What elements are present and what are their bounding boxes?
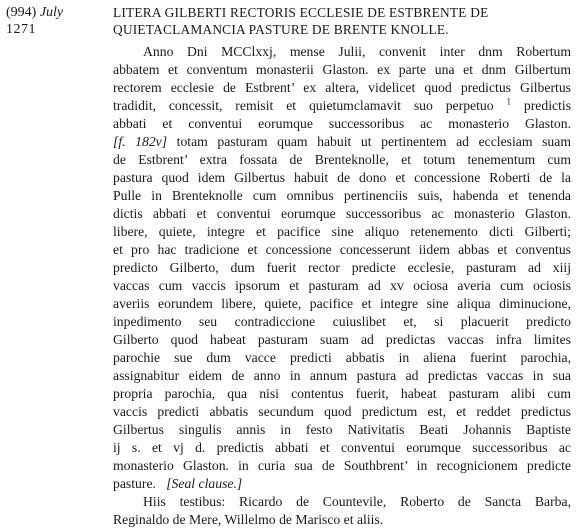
body-line: vaccas cum vaccis ipsorum et pasturam ad xv ociosa averia cum ociosis (113, 278, 571, 293)
body-line: averiis eorundem libere, quiete, pacifice et integre sine aliqua diminucione, (113, 296, 571, 311)
body-line (113, 97, 571, 115)
body-line: predicto Gilberto, dum fuerit rector predicte ecclesie, pasturam ad xiij (113, 260, 571, 275)
document-body (113, 43, 571, 529)
body-line: assignabitur eidem de anno in annum pastura ad predictas vaccas in sua (113, 368, 571, 383)
body-line: ij s. et vj d. predictis abbati et conventui eorumque successoribus ac (113, 440, 571, 455)
body-line (113, 475, 571, 493)
body-line: inpedimento seu contradiccione cuiuslibet et, si placuerit predicto (113, 314, 571, 329)
body-line: pastura quod idem Gilbertus habuit de dono et concessione Roberti de la (113, 170, 571, 185)
body-line: abbati et conventui eorumque successoribus ac monasterio Glaston. (113, 116, 571, 131)
body-line: et pro hac tradicione et concessione concesserunt iidem abbas et conventus (113, 242, 571, 257)
witness-line: Hiis testibus: Ricardo de Countevile, Roberto de Sancta Barba, (143, 494, 571, 509)
body-line: propria parochia, qua nisi contentus fuerit, habeat pasturam alibi cum (113, 386, 571, 401)
footnote-mark: 1 (506, 96, 511, 107)
document-number: (994) (6, 5, 37, 20)
seal-clause: [Seal clause.] (166, 476, 243, 491)
body-line-text: totam pasturam quam habuit ut pertinentem ad ecclesiam suam (176, 134, 571, 149)
body-line (113, 133, 571, 151)
body-line: Gilberto quod habeat pasturam suam ad predictas vaccas infra limites (113, 332, 571, 347)
body-line: Gilbertus singulis annis in festo Nativitatis Beati Johannis Baptiste (113, 422, 571, 437)
title-line-1: LITERA GILBERTI RECTORIS ECCLESIE DE ESTBRENTE DE (113, 5, 489, 20)
body-line-text: tradidit, concessit, remisit et quietumclamavit suo perpetuo (113, 98, 494, 113)
body-line: Pulle in Brenteknolle cum omnibus pertinenciis suis, habenda et tenenda (113, 188, 571, 203)
body-line: Anno Dni MCClxxj, mense Julii, convenit inter dnm Robertum (143, 44, 571, 59)
body-line: dictis abbati et conventui eorumque successoribus ac monasterio Glaston. (113, 206, 571, 221)
margin-reference (6, 4, 86, 38)
body-line: vaccis predicti abbatis secundum quod predictum est, et reddet predictus (113, 404, 571, 419)
document-year: 1271 (6, 22, 36, 37)
document-title (113, 4, 571, 38)
body-line: monasterio Glaston. in curia sua de Southbrent’ in recognicionem predicte (113, 458, 571, 473)
body-line: de Estbrent’ extra fossata de Brenteknolle, et totum tenementum cum (113, 152, 571, 167)
body-line: abbatem et conventum monasterii Glaston. ex parte una et dnm Gilbertum (113, 62, 571, 77)
body-line-tail: predictis (523, 98, 572, 113)
title-line-2: QUIETACLAMANCIA PASTURE DE BRENTE KNOLLE. (113, 22, 449, 37)
body-line: libere, quiete, integre et pacifice sine aliquo retenemento dicti Gilberti; (113, 224, 571, 239)
body-line-text: pasture. (113, 476, 156, 491)
folio-reference: [f. 182v] (113, 134, 168, 149)
body-line: parochie sue dum vacce predicti abbatis in aliena fuerint parochia, (113, 350, 571, 365)
document-month: July (39, 5, 64, 20)
body-line: rectorem ecclesie de Estbrent’ ex altera, videlicet quod predictus Gilbertus (113, 80, 571, 95)
witness-line: Reginaldo de Mere, Willelmo de Marisco et aliis. (113, 512, 384, 527)
